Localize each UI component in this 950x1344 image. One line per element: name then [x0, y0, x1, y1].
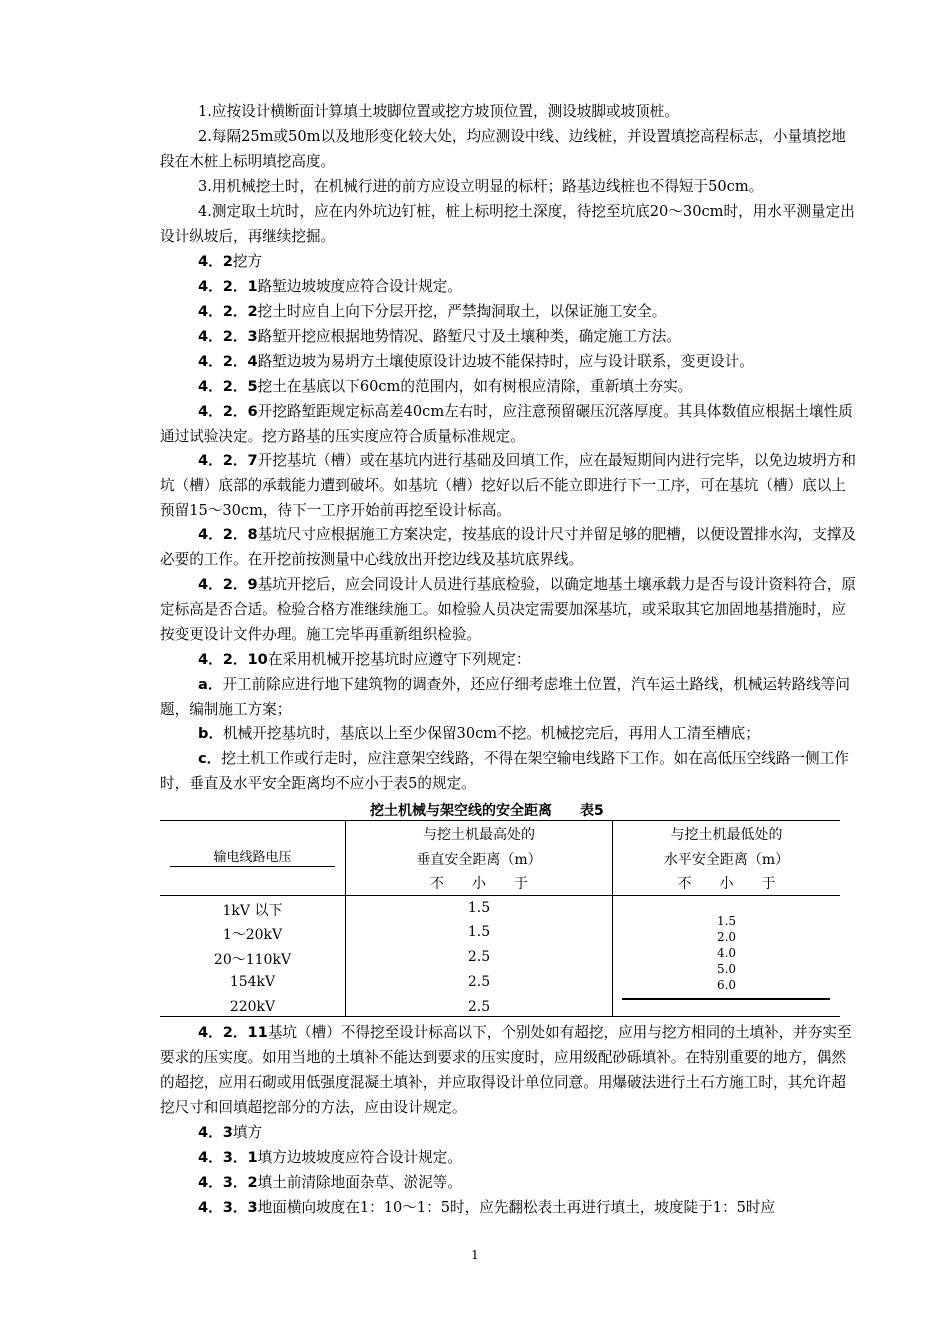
paragraph: 4．2．10在采用机械开挖基坑时应遵守下列规定：: [198, 651, 531, 668]
paragraph: 4．2．9基坑开挖后，应会同设计人员进行基底检验，以确定地基土壤承载力是否与设计资料符合，原定标高是否合适。检验合格方准继续施工。如检验人员决定需要加深基坑，或采取其它加固地基措施时，应按变更设计文件办理。施工完毕再重新组织检验。: [160, 576, 857, 643]
column-underline: [622, 998, 830, 1000]
section-heading: 4．2挖方: [198, 253, 263, 270]
horizontal-cell: 2.0: [716, 930, 737, 944]
paragraph: 3.用机械挖土时，在机械行进的前方应设立明显的标杆；路基边线桩也不得短于50cm。: [198, 178, 764, 195]
header-underline: [170, 866, 335, 867]
horizontal-cell: 6.0: [716, 978, 737, 992]
paragraph: 4．2．5挖土在基底以下60cm的范围内，如有树根应清除，重新填土夯实。: [198, 378, 693, 395]
paragraph: 4．3．1填方边坡坡度应符合设计规定。: [198, 1149, 462, 1166]
horizontal-cell: 4.0: [716, 946, 737, 960]
table-bottom-rule: [160, 1016, 840, 1017]
paragraph: 4．3．2填土前清除地面杂草、淤泥等。: [198, 1174, 462, 1191]
voltage-cell: 1～20kV: [222, 927, 283, 943]
horizontal-cell: 1.5: [716, 914, 737, 928]
vertical-cell: 2.5: [467, 949, 491, 965]
header-vertical-l3: 不 小 于: [430, 876, 528, 892]
voltage-cell: 20～110kV: [213, 952, 292, 968]
list-item: c．挖土机工作或行走时，应注意架空线路，不得在架空输电线路下工作。如在高低压空线路一侧工作时，垂直及水平安全距离均不应小于表5的规定。: [160, 750, 849, 792]
header-horizontal-l2: 水平安全距离（m）: [663, 852, 790, 868]
paragraph: 4.测定取土坑时，应在内外坑边钉桩，桩上标明挖土深度，待挖至坑底20～30cm时，用水平测量定出设计纵坡后，再继续挖掘。: [160, 203, 855, 245]
page-number: 1: [471, 1248, 479, 1262]
header-vertical-l1: 与挖土机最高处的: [423, 827, 535, 843]
paragraph: 4．3．3地面横向坡度在1：10～1：5时，应先翻松表土再进行填土，坡度陡于1：5时应: [198, 1199, 776, 1216]
paragraph: 1.应按设计横断面计算填土坡脚位置或挖方坡顶位置，测设坡脚或坡顶桩。: [198, 103, 679, 120]
voltage-cell: 1kV 以下: [222, 903, 283, 919]
header-horizontal-l3: 不 小 于: [677, 876, 776, 892]
safety-distance-table: [160, 820, 840, 1017]
paragraph: 4．2．1路堑边坡坡度应符合设计规定。: [198, 278, 462, 295]
table-caption: 挖土机械与架空线的安全距离 表5: [370, 803, 604, 819]
vertical-cell: 2.5: [467, 999, 491, 1015]
paragraph: 4．2．11基坑（槽）不得挖至设计标高以下，个别处如有超挖，应用与挖方相同的土填补，并夯实至要求的压实度。如用当地的土填补不能达到要求的压实度时，应用级配砂砾填补。在特别重要的地方，偶然的超挖，应用石砌或用低强度混凝土填补，并应取得设计单位同意。用爆破法进行土石方施工时，其允许超挖尺寸和回填超挖部分的方法，应由设计规定。: [160, 1024, 852, 1116]
header-voltage: 输电线路电压: [213, 850, 292, 865]
paragraph: 4．2．6开挖路堑距规定标高差40cm左右时，应注意预留碾压沉落厚度。其具体数值应根据土壤性质通过试验决定。挖方路基的压实度应符合质量标准规定。: [160, 403, 853, 445]
paragraph: 4．2．2挖土时应自上向下分层开挖，严禁掏洞取土，以保证施工安全。: [198, 303, 667, 320]
paragraph: 4．2．8基坑尺寸应根据施工方案决定，按基底的设计尺寸并留足够的肥槽，以便设置排水沟，支撑及必要的工作。在开挖前按测量中心线放出开挖边线及基坑底界线。: [160, 526, 857, 568]
voltage-cell: 154kV: [229, 974, 276, 990]
paragraph: 2.每隔25m或50m以及地形变化较大处，均应测设中线、边线桩，并设置填挖高程标志，小量填挖地段在木桩上标明填挖高度。: [160, 128, 846, 170]
horizontal-cell: 5.0: [716, 962, 737, 976]
section-heading: 4．3填方: [198, 1124, 263, 1141]
voltage-cell: 220kV: [229, 999, 276, 1015]
paragraph: 4．2．7开挖基坑（槽）或在基坑内进行基础及回填工作，应在最短期间内进行完毕，以免边坡坍方和坑（槽）底部的承载能力遭到破坏。如基坑（槽）挖好以后不能立即进行下一工序，可在基坑（槽）底以上预留15～30cm，待下一工序开始前再挖至设计标高。: [160, 452, 857, 519]
vertical-cell: 1.5: [467, 924, 491, 940]
vertical-cell: 1.5: [467, 900, 491, 916]
table-top-rule: [160, 820, 840, 821]
list-item: b．机械开挖基坑时，基底以上至少保留30cm不挖。机械挖完后，再用人工清至槽底；: [198, 725, 760, 742]
vertical-cell: 2.5: [467, 974, 491, 990]
paragraph: 4．2．3路堑开挖应根据地势情况、路堑尺寸及土壤种类，确定施工方法。: [198, 328, 681, 345]
table-header-rule: [160, 895, 840, 896]
paragraph: 4．2．4路堑边坡为易坍方土壤使原设计边坡不能保持时，应与设计联系，变更设计。: [198, 353, 754, 370]
header-vertical-l2: 垂直安全距离（m）: [416, 852, 542, 868]
list-item: a．开工前除应进行地下建筑物的调查外，还应仔细考虑堆土位置，汽车运土路线，机械运转路线等问题，编制施工方案；: [160, 676, 850, 718]
header-horizontal-l1: 与挖土机最低处的: [670, 827, 783, 843]
